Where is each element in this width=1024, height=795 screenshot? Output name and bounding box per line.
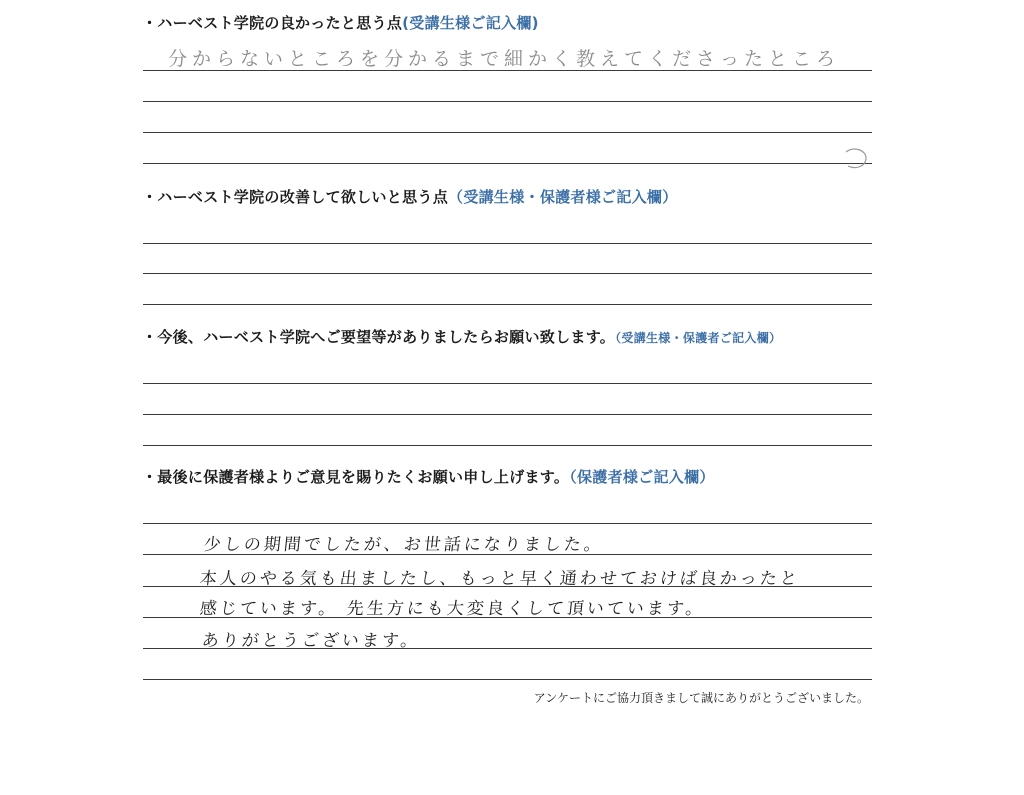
question-text: ・今後、ハーベスト学院へご要望等がありましたらお願い致します。 [142,328,616,346]
question-text: ・ハーベスト学院の良かったと思う点 [142,14,403,32]
question-text: ・ハーベスト学院の改善して欲しいと思う点 [142,188,449,206]
answer-rule [143,414,872,415]
footer-thanks: アンケートにご協力頂きまして誠にありがとうございました。 [533,691,869,705]
stray-pen-mark [842,144,870,174]
answer-rule [143,243,872,244]
answer-rule [143,70,872,71]
answer-rule [143,445,872,446]
answer-line-1: 少しの期間でしたが、お世話になりました。 [202,535,605,555]
question-note: （保護者様ご記入欄） [569,468,715,486]
answer-line-3: 感じています。 先生方にも大変良くして頂いています。 [198,599,707,619]
answer-rule [143,586,872,587]
answer-line-1: 分からないところを分かるまで細かく教えてくださったところ [168,48,841,70]
answer-rule [143,304,872,305]
answer-rule [143,617,872,618]
answer-line-4: ありがとうございます。 [200,631,422,651]
question-note: （受講生様・保護者ご記入欄） [615,331,782,345]
question-improvements [142,187,678,207]
answer-rule [143,273,872,274]
answer-rule [143,554,872,555]
answer-rule [143,132,872,133]
question-requests [142,327,781,348]
question-good-points [142,13,539,33]
question-text: ・最後に保護者様よりご意見を賜りたくお願い申し上げます。 [142,468,570,486]
answer-rule [143,101,872,102]
question-guardian-opinion [142,467,715,487]
question-note: （受講生様・保護者様ご記入欄） [448,188,678,206]
answer-rule [143,163,872,164]
answer-rule [143,523,872,524]
answer-rule [143,383,872,384]
answer-rule [143,679,872,680]
answer-line-2: 本人のやる気も出ましたし、もっと早く通わせておけば良かったと [198,569,801,589]
question-note: (受講生様ご記入欄) [402,14,539,32]
answer-rule [143,648,872,649]
